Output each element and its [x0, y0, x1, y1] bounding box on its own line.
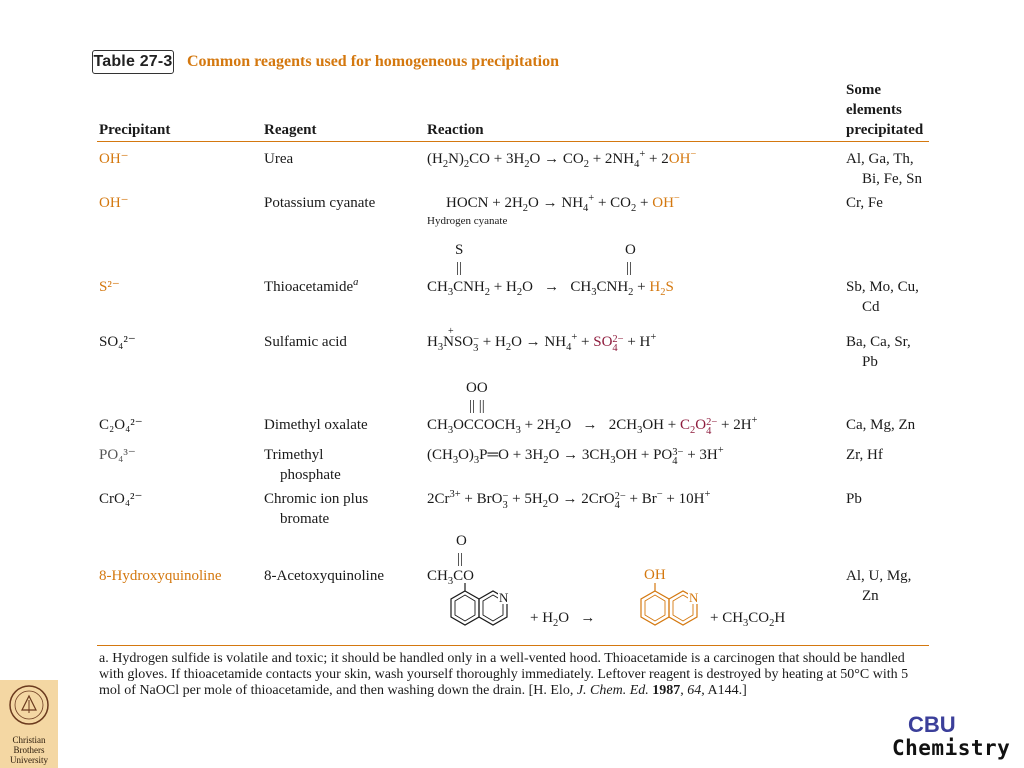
- chemistry-wordmark: Chemistry: [892, 736, 1011, 760]
- row-4-precipitant: SO₄²⁻: [99, 334, 136, 350]
- row-7-reagent: Chromic ion plus bromate: [264, 491, 369, 527]
- row-6-elements: Zr, Hf: [846, 447, 883, 463]
- row-2-precipitant: OH⁻: [99, 195, 129, 211]
- thioacetamide-double-bond: ||: [456, 260, 463, 276]
- row-6-reagent: Trimethyl phosphate: [264, 447, 341, 483]
- oxalate-oxygens: OO: [466, 380, 488, 396]
- header-elements: Some elements precipitated: [846, 82, 924, 138]
- acetoxyquinoline-structure-icon: [450, 583, 530, 637]
- svg-text:N: N: [499, 590, 509, 605]
- row-4-reagent: Sulfamic acid: [264, 334, 347, 350]
- acetoxy-double-bond: ||: [457, 551, 464, 567]
- row-8-reagent: 8-Acetoxyquinoline: [264, 568, 384, 584]
- row-6-precipitant: PO₄³⁻: [99, 447, 136, 463]
- header-rule: [97, 141, 929, 142]
- row-8-byproduct: + $CH_3CO_2H$: [710, 610, 786, 629]
- row-5-reagent: Dimethyl oxalate: [264, 417, 368, 433]
- table-number-tag: Table 27-3: [92, 50, 174, 74]
- row-3-precipitant: S²⁻: [99, 279, 120, 295]
- row-5-reaction: $CH_3OCCOCH_3 + 2H_2O \to 2CH_3OH + C_2O2-$ 4 + 2H+: [427, 415, 758, 437]
- row-5-precipitant: C₂O₄²⁻: [99, 417, 143, 433]
- row-3-reagent: Thioacetamide$^a$: [264, 277, 359, 295]
- row-1-reaction: $(H_2N)_2CO + 3H_2O \to CO_2 + 2NH_4^+ + 2OH^-$: [427, 149, 697, 170]
- row-2-reaction: HOCN + $2H_2O \to NH_4^+ + CO_2 + OH^-$: [446, 193, 680, 214]
- acetamide-oxygen: O: [625, 242, 636, 258]
- row-1-precipitant: OH⁻: [99, 151, 129, 167]
- oxalate-double-bonds: || ||: [469, 398, 485, 414]
- hydroxyquinoline-structure-icon: [640, 583, 720, 637]
- row-4-reaction: $H_3N$ + SO− $3 + H_2O \to NH_4^+ + SO2-$ 4 + H+: [427, 326, 657, 354]
- thioacetamide-sulfur: S: [455, 242, 464, 258]
- row-1-reagent: Urea: [264, 151, 294, 167]
- header-reagent: Reagent: [264, 122, 317, 138]
- row-8-elements: Al, U, Mg, Zn: [846, 568, 912, 604]
- header-reaction: Reaction: [427, 122, 484, 138]
- cbu-wordmark: CBU: [908, 712, 956, 737]
- row-7-reaction: $2Cr^{3+} + BrO-$ $3 + 5H_2O \to 2CrO2-$ 4 + Br− + 10H+: [427, 489, 711, 511]
- hydroxy-group: OH: [644, 567, 666, 583]
- row-5-elements: Ca, Mg, Zn: [846, 417, 916, 433]
- row-6-reaction: $(CH_3O)_3P═O + 3H_2O \to 3CH_3OH + PO3-$ 4 + 3H+: [427, 445, 724, 467]
- acetamide-double-bond: ||: [626, 260, 633, 276]
- row-1-elements: Al, Ga, Th, Bi, Fe, Sn: [846, 151, 923, 187]
- row-7-elements: Pb: [846, 491, 862, 507]
- row-2-elements: Cr, Fe: [846, 195, 883, 211]
- row-2-reagent: Potassium cyanate: [264, 195, 376, 211]
- row-7-precipitant: CrO₄²⁻: [99, 491, 143, 507]
- row-2-reaction-note: Hydrogen cyanate: [427, 215, 508, 227]
- seal-emblem-icon: [0, 680, 58, 730]
- svg-text:N: N: [689, 590, 699, 605]
- row-8-precipitant: 8-Hydroxyquinoline: [99, 568, 222, 584]
- header-precipitant: Precipitant: [99, 122, 171, 138]
- row-4-elements: Ba, Ca, Sr, Pb: [846, 334, 911, 370]
- footnote: a. Hydrogen sulfide is volatile and toxic; it should be handled only in a well-vented hood. Thioacetamide is a carcinogen that should be handled with gloves. If thioacetamide contacts your skin, wash yourself thoroughly immediately. Leftover reagent is destroyed by heating at 50°C with 5 mol of NaOCl per mole of thioacetamide, and then washing down the drain. [H. Elo, J. Chem. Ed. 1987, 64, A144.]: [99, 651, 909, 698]
- table-title: Common reagents used for homogeneous precipitation: [187, 53, 559, 70]
- row-3-elements: Sb, Mo, Cu, Cd: [846, 279, 919, 315]
- cbu-chemistry-logo: [890, 713, 1015, 768]
- row-8-reaction: + $H_2O$ →: [530, 610, 596, 629]
- cbu-seal-logo: Christian Brothers University: [0, 680, 58, 768]
- acetoxy-oxygen: O: [456, 533, 467, 549]
- acetoxy-group: $CH_3CO$: [427, 568, 474, 587]
- row-3-reaction: $CH_3CNH_2 + H_2O \to CH_3CNH_2 + H_2S$: [427, 279, 674, 298]
- footer-rule: [97, 645, 929, 646]
